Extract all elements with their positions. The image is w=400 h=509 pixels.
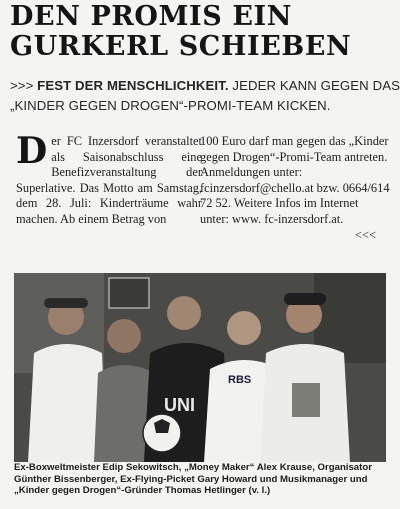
photo-caption: Ex-Boxweltmeister Edip Sekowitsch, „Money Maker“ Alex Krause, Organisator Günther Bissenberger, Ex-Flying-Picket Gary Howard und Musikmanager und „Kinder gegen Drogen“-Gründer Thomas Hetlinger (v. l.) [14, 462, 372, 497]
subhead-kicker: FEST DER MENSCHLICHKEIT. [37, 78, 229, 93]
shirt-sponsor-text: RBS [228, 374, 252, 386]
group-photo [14, 273, 386, 462]
headline [10, 2, 394, 62]
subhead-line-2: „KINDER GEGEN DROGEN“-PROMI-TEAM KICKEN. [10, 98, 331, 113]
drop-cap: D [16, 130, 48, 172]
end-mark: <<< [355, 227, 376, 242]
group-photo-illustration [14, 273, 386, 462]
body-column-left [16, 130, 202, 228]
body-text-right: 100 Euro darf man gegen das „Kinder gegen Drogen“-Promi-Team antreten. Anmeldungen unter: fcinzersdorf@chello.at bzw. 0664/614 72 52. Weitere Infos im Internet unter: www. fc-inzersdorf.at. [200, 134, 390, 226]
body-text-left: er FC Inzersdorf veranstaltet als Saisonabschluss eine Benefizveranstaltung der Superlative. Das Motto am Samstag, dem 28. Juli: Kinderträume wahr machen. Ab einem Betrag von [16, 134, 202, 226]
subhead-line-1: JEDER KANN GEGEN DAS [232, 78, 400, 93]
body-column-right [200, 134, 390, 243]
subhead-marker: >>> [10, 78, 34, 93]
headline-line-2: GURKERL SCHIEBEN [10, 31, 352, 62]
shirt-logo-text: UNI [164, 395, 195, 415]
headline-line-1: DEN PROMIS EIN [10, 1, 293, 32]
subheadline [10, 76, 400, 116]
